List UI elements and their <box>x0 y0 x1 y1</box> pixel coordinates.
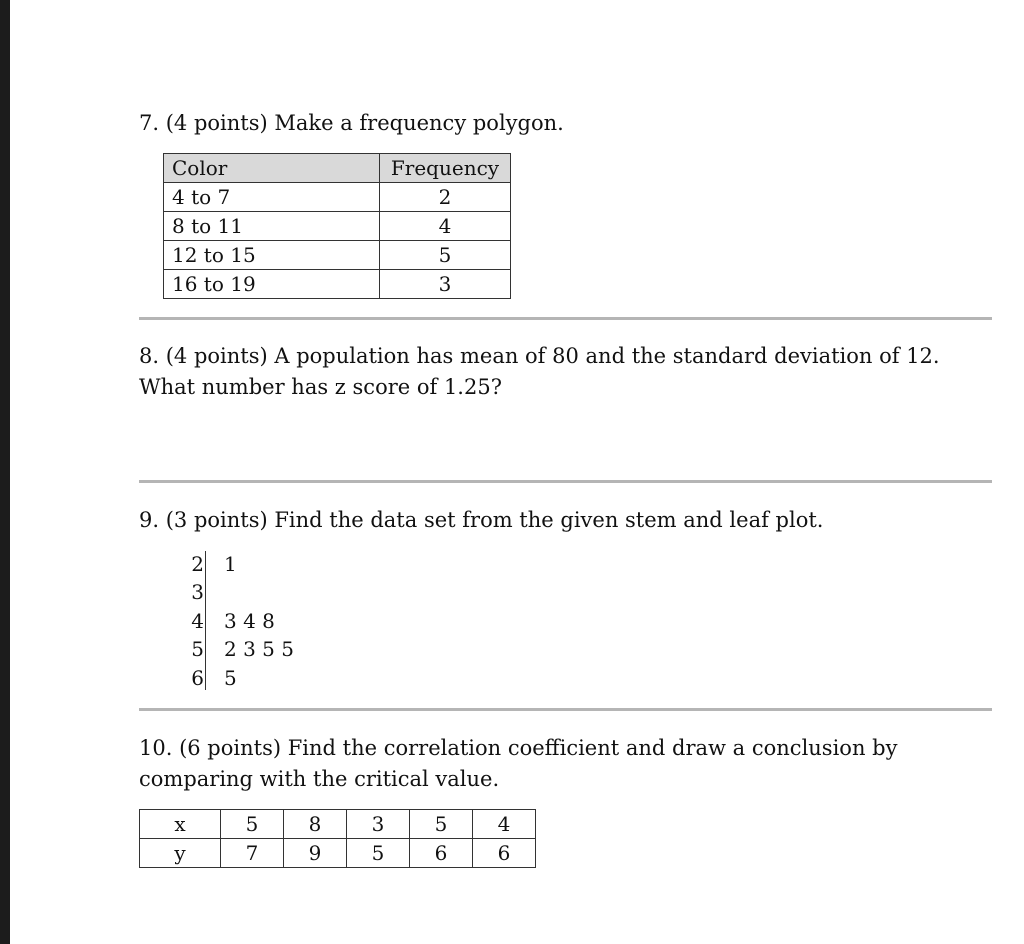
table-cell: 5 <box>347 839 410 868</box>
row-label-x: x <box>140 810 221 839</box>
xy-data-table <box>139 809 536 868</box>
question-10-text: 10. (6 points) Find the correlation coefficient and draw a conclusion by comparing with the critical value. <box>139 736 898 791</box>
stem-leaf-row <box>168 607 294 635</box>
stem-leaf-row <box>168 664 294 692</box>
table-cell: 8 <box>284 810 347 839</box>
table-cell: 5 <box>410 810 473 839</box>
leaves: 5 <box>224 665 237 690</box>
table-row <box>164 183 511 212</box>
table-cell: 12 to 15 <box>164 241 380 270</box>
table-cell: 3 <box>347 810 410 839</box>
frequency-table <box>163 153 511 299</box>
table-cell: 6 <box>410 839 473 868</box>
divider <box>139 708 992 711</box>
question-9-text: 9. (3 points) Find the data set from the given stem and leaf plot. <box>139 508 824 532</box>
question-7-text: 7. (4 points) Make a frequency polygon. <box>139 111 564 135</box>
left-edge-bar <box>0 0 10 944</box>
table-cell: 16 to 19 <box>164 270 380 299</box>
stem: 2 <box>191 552 204 576</box>
table-cell: 7 <box>221 839 284 868</box>
table-cell: 6 <box>473 839 536 868</box>
table-cell: 4 <box>473 810 536 839</box>
stem-leaf-row <box>168 550 294 578</box>
divider <box>139 480 992 483</box>
leaves <box>216 578 224 606</box>
table-row <box>164 270 511 299</box>
leaves: 1 <box>224 552 237 576</box>
table-cell: 5 <box>380 241 511 270</box>
stem: 5 <box>191 637 204 662</box>
row-label-y: y <box>140 839 221 868</box>
table-header-row <box>164 154 511 183</box>
table-row-x <box>140 810 536 839</box>
stem: 3 <box>191 580 204 605</box>
table-cell: 4 to 7 <box>164 183 380 212</box>
table-row <box>164 241 511 270</box>
header-color: Color <box>164 154 380 183</box>
divider <box>139 317 992 320</box>
leaves: 2 3 5 5 <box>224 637 294 662</box>
leaves: 3 4 8 <box>224 608 275 633</box>
stem-leaf-row <box>168 635 294 663</box>
table-cell: 3 <box>380 270 511 299</box>
stem: 4 <box>191 608 204 633</box>
stem: 6 <box>191 665 204 690</box>
question-8-text: 8. (4 points) A population has mean of 80 and the standard deviation of 12. What number has z score of 1.25? <box>139 344 940 399</box>
stem-leaf-row <box>168 578 294 606</box>
table-row <box>164 212 511 241</box>
table-cell: 4 <box>380 212 511 241</box>
table-cell: 9 <box>284 839 347 868</box>
stem-leaf-divider <box>205 551 206 690</box>
table-cell: 2 <box>380 183 511 212</box>
table-cell: 5 <box>221 810 284 839</box>
stem-leaf-plot <box>168 550 294 692</box>
header-frequency: Frequency <box>380 154 511 183</box>
table-row-y <box>140 839 536 868</box>
table-cell: 8 to 11 <box>164 212 380 241</box>
